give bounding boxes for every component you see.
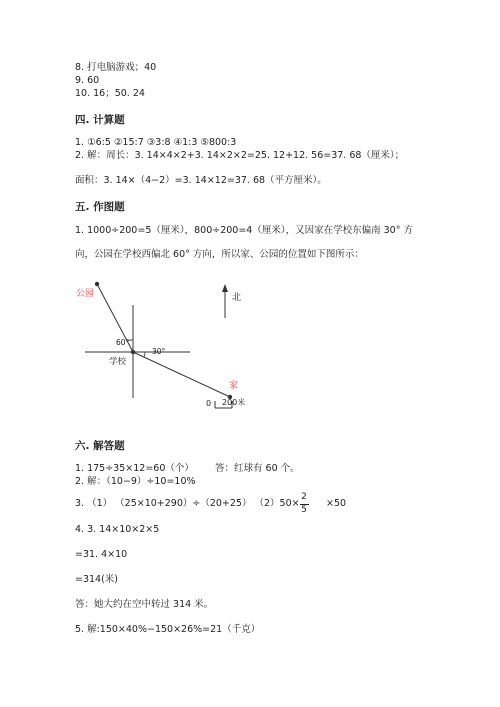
home-label: 家 <box>229 381 239 391</box>
answer-line-8: 8. 打电脑游戏；40 <box>75 62 157 73</box>
scale-unit-label: 200米 <box>222 398 246 407</box>
fraction-numerator: 2 <box>301 492 307 502</box>
angle-30-arc <box>144 352 145 357</box>
section-title-calculation: 四. 计算题 <box>75 114 125 126</box>
school-label: 学校 <box>109 357 127 367</box>
solve-line-4: 4. 3. 14×10×2×5 <box>75 524 160 535</box>
school-to-home-line <box>133 352 230 397</box>
calc-line-2: 2. 解：周长：3. 14×4×2+3. 14×2×2=25. 12+12. 56=37. 68（厘米）； <box>75 150 405 161</box>
angle-30-label: 30° <box>152 347 166 356</box>
solve-line-7: 答：她大约在空中转过 314 米。 <box>75 599 214 610</box>
north-arrow-icon <box>222 284 228 292</box>
calc-line-1: 1. ①6:5 ②15:7 ③3:8 ④1:3 ⑤800:3 <box>75 137 237 148</box>
solve-line-3: 3. （1） （25×10+290）÷（20+25） （2）50× <box>75 498 300 509</box>
north-label: 北 <box>232 293 242 303</box>
fraction-denominator: 5 <box>301 505 307 515</box>
section-title-solve: 六. 解答题 <box>75 440 125 452</box>
solve-line-5: =31. 4×10 <box>75 549 128 560</box>
park-point <box>95 282 99 286</box>
solve-line-6: =314(米) <box>75 574 119 585</box>
solve-line-3-end: ×50 <box>326 498 347 509</box>
scale-zero-label: 0 <box>206 399 212 408</box>
solve-line-2: 2. 解：（10−9）÷10=10% <box>75 476 196 487</box>
school-point <box>131 350 135 354</box>
answer-line-10: 10. 16；50. 24 <box>75 88 145 99</box>
answer-line-9: 9. 60 <box>75 75 100 86</box>
park-label: 公园 <box>76 289 95 299</box>
drawing-line-1: 1. 1000÷200=5（厘米），800÷200=4（厘米），又因家在学校东偏南 30° 方 <box>75 225 413 236</box>
angle-60-label: 60° <box>116 338 130 347</box>
solve-line-1: 1. 175÷35×12=60（个） <box>75 463 194 474</box>
section-title-drawing: 五. 作图题 <box>75 201 125 213</box>
solve-line-1-answer: 答：红球有 60 个。 <box>215 463 300 474</box>
calc-line-3: 面积：3. 14×（4−2）=3. 14×12=37. 68（平方厘米）。 <box>75 175 327 186</box>
solve-line-8: 5. 解:150×40%−150×26%=21（千克） <box>75 624 261 635</box>
drawing-line-2: 向，公园在学校西偏北 60° 方向，所以家、公园的位置如下图所示： <box>75 249 364 260</box>
